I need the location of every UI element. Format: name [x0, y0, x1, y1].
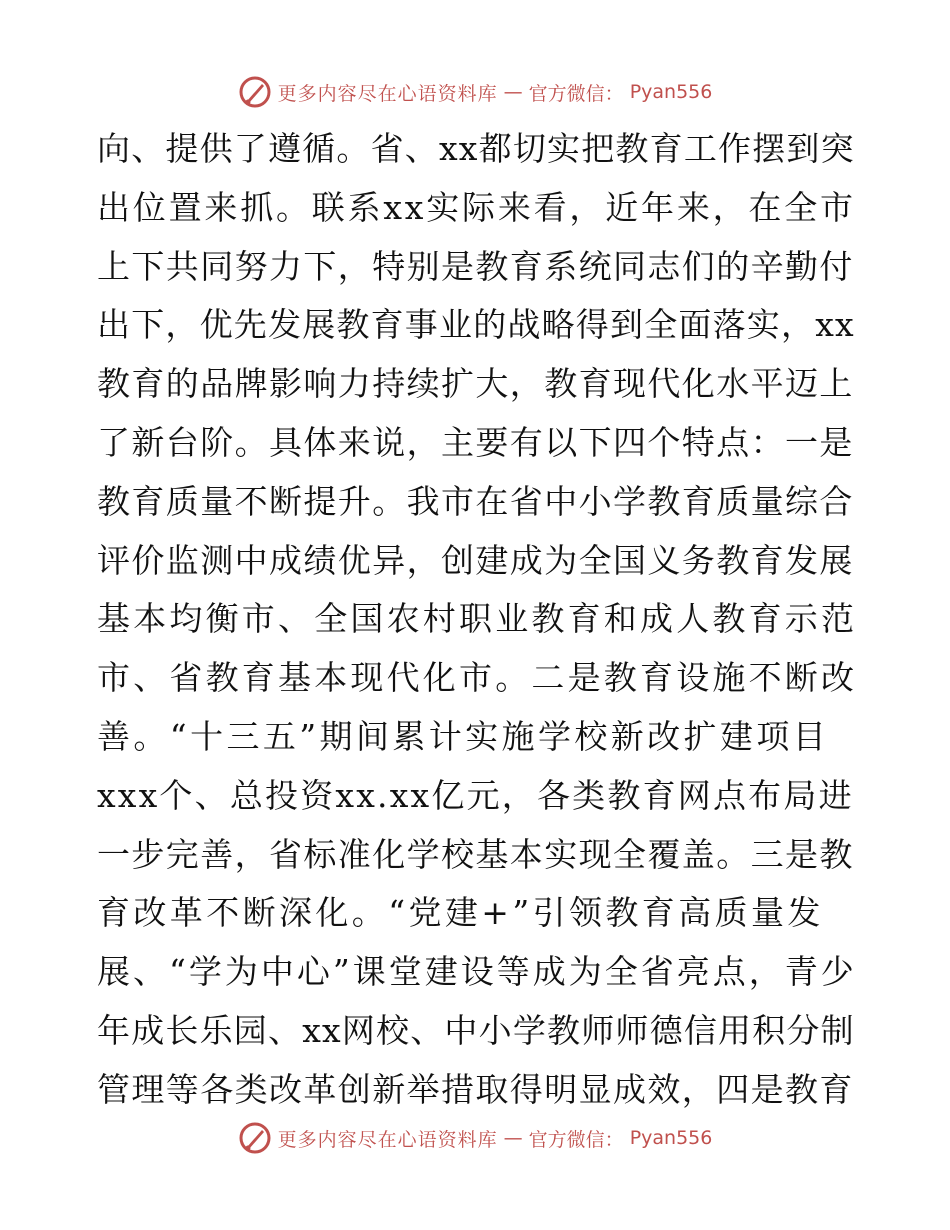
body-line: 善。“十三五”期间累计实施学校新改扩建项目 [97, 716, 830, 756]
body-line: 出位置来抓。联系xx实际来看，近年来，在全市 [97, 187, 856, 227]
body-line: 出下，优先发展教育事业的战略得到全面落实，xx [97, 305, 855, 345]
watermark-official-label: 官方微信： [528, 1128, 624, 1151]
footer-watermark [0, 1118, 950, 1158]
watermark-brand-text: 更多内容尽在心语资料库 [277, 82, 498, 105]
body-line: 管理等各类改革创新举措取得明显成效，四是教育 [97, 1069, 854, 1109]
body-line: 评价监测中成绩优异，创建成为全国义务教育发展 [97, 540, 854, 580]
document-body [97, 120, 857, 1120]
watermark-dash: — [503, 81, 523, 103]
quill-logo-icon [238, 1121, 272, 1155]
body-line: 育改革不断深化。“党建+”引领教育高质量发 [97, 893, 824, 933]
body-line: 了新台阶。具体来说，主要有以下四个特点：一是 [97, 422, 854, 462]
watermark-brand-text: 更多内容尽在心语资料库 [277, 1128, 498, 1151]
watermark-dash: — [503, 1127, 523, 1149]
body-line: 教育质量不断提升。我市在省中小学教育质量综合 [97, 481, 854, 521]
body-line: 一步完善，省标准化学校基本实现全覆盖。三是教 [97, 834, 854, 874]
watermark-official-label: 官方微信： [528, 82, 624, 105]
body-line: 年成长乐园、xx网校、中小学教师师德信用积分制 [97, 1010, 855, 1050]
watermark-wechat-id: Pyan556 [629, 81, 713, 103]
body-line: 展、“学为中心”课堂建设等成为全省亮点，青少 [97, 952, 857, 992]
header-watermark [0, 72, 950, 112]
watermark-wechat-id: Pyan556 [629, 1127, 713, 1149]
quill-logo-icon [238, 75, 272, 109]
body-line: 向、提供了遵循。省、xx都切实把教育工作摆到突 [97, 129, 855, 168]
body-line: 基本均衡市、全国农村职业教育和成人教育示范 [97, 599, 858, 639]
body-line: 市、省教育基本现代化市。二是教育设施不断改 [97, 658, 858, 698]
body-line: 上下共同努力下，特别是教育系统同志们的辛勤付 [97, 246, 854, 286]
body-line: 教育的品牌影响力持续扩大，教育现代化水平迈上 [97, 364, 854, 404]
body-line: xxx个、总投资xx.xx亿元，各类教育网点布局进 [97, 775, 854, 815]
